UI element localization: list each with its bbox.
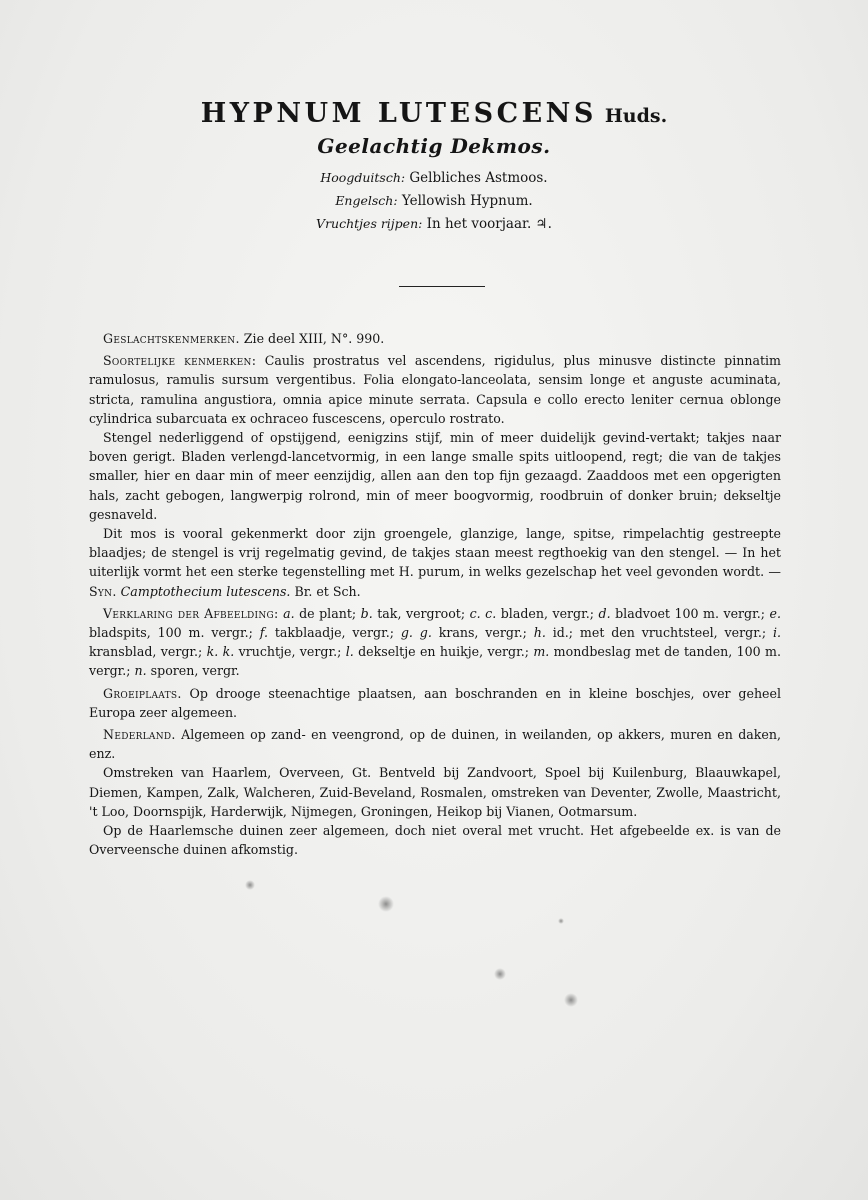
legend-desc: tak, vergroot; — [372, 605, 470, 621]
legend-desc: sporen, vergr. — [146, 663, 240, 679]
divider-rule — [399, 286, 485, 287]
english-name: Yellowish Hypnum. — [401, 193, 533, 209]
paragraph-figure-legend — [89, 604, 781, 681]
legend-desc: bladen, vergr.; — [496, 605, 599, 621]
english-name-line — [0, 193, 868, 209]
netherlands-text: Algemeen op zand- en veengrond, op de duinen, in weilanden, op akkers, muren en daken, enz. — [89, 727, 781, 762]
body-text — [89, 329, 781, 862]
legend-key: e. — [769, 605, 781, 621]
paragraph-notes — [89, 524, 781, 601]
legend-key: b. — [360, 605, 373, 621]
fruiting-line — [0, 216, 868, 232]
german-label: Hoogduitsch: — [320, 170, 406, 185]
german-name: Gelbliches Astmoos. — [409, 170, 548, 186]
paper-spot — [564, 993, 578, 1007]
habitat-label: Groeiplaats. — [103, 685, 182, 701]
species-author: Huds. — [604, 105, 668, 127]
legend-key: g. g. — [400, 625, 432, 641]
synonym-name: Camptothecium lutescens. — [120, 583, 291, 599]
legend-key: a. — [283, 605, 295, 621]
habitat-text: Op drooge steenachtige plaatsen, aan boschranden en in kleine boschjes, over geheel Europa zeer algemeen. — [89, 685, 781, 720]
genus-label: Geslachtskenmerken. — [103, 331, 240, 346]
legend-desc: takblaadje, vergr.; — [267, 625, 401, 641]
species-title: HYPNUM LUTESCENS — [200, 98, 597, 129]
legend-key: d. — [598, 605, 611, 621]
legend-key: h. — [533, 625, 546, 641]
legend-desc: de plant; — [294, 605, 361, 621]
paragraph-localities: Omstreken van Haarlem, Overveen, Gt. Bentveld bij Zandvoort, Spoel bij Kuilenburg, Blaauwkapel, Diemen, Kampen, Zalk, Walcheren, Zuid-Beveland, Rosmalen, omstreken van Deventer, Zwolle, Maastricht, 't Loo, Doornspijk, Harderwijk, Nijmegen, Groningen, Heikop bij Vianen, Ootmarsum. — [89, 765, 781, 819]
paper-spot — [245, 880, 255, 890]
synonym-author: Br. et Sch. — [294, 583, 361, 599]
legend-desc: bladvoet 100 m. vergr.; — [610, 605, 770, 621]
legend-desc: vruchtje, vergr.; — [234, 644, 346, 660]
german-name-line — [0, 170, 868, 186]
legend-desc: mondbeslag met de tanden, 100 m. vergr.; — [89, 644, 781, 679]
legend-key: c. c. — [469, 605, 497, 621]
legend-desc: krans, vergr.; — [431, 625, 534, 641]
fruiting-value: In het voorjaar. ♃. — [426, 216, 552, 232]
dutch-name: Geelachtig Dekmos. — [317, 134, 551, 158]
legend-key: l. — [345, 644, 354, 660]
species-text: Caulis prostratus vel ascendens, rigidulus, plus minusve distincte pinnatim ramulosus, ramulis sursum vergentibus. Folia elongato-lanceolata, sensim longe et anguste acuminata, stricta, ramulina angustiora, omnia apice minute serrata. Capsula e collo erecto leniter cernua oblonge cylindrica subarcuata ex ochraceo fuscescens, operculo rostrato. — [89, 353, 781, 426]
english-label: Engelsch: — [335, 193, 398, 208]
legend-key: k. k. — [206, 644, 235, 660]
paper-spot — [558, 918, 564, 924]
legend-key: i. — [772, 625, 781, 641]
paragraph-species — [89, 351, 781, 428]
legend-key: m. — [533, 644, 550, 660]
paragraph-habitat — [89, 684, 781, 722]
paragraph-specimen: Op de Haarlemsche duinen zeer algemeen, doch niet overal met vrucht. Het afgebeelde ex. is van de Overveensche duinen afkomstig. — [89, 823, 781, 858]
legend-desc: dekseltje en huikje, vergr.; — [353, 644, 534, 660]
notes-text: Dit mos is vooral gekenmerkt door zijn groengele, glanzige, lange, spitse, rimpelachtig gestreepte blaadjes; de stengel is vrij regelmatig gevind, de takjes staan meest regthoekig van den stengel. — In het uiterlijk vormt het een sterke tegenstelling met H. purum, in welks gezelschap het veel gevonden wordt. — — [89, 526, 781, 580]
netherlands-label: Nederland. — [103, 727, 176, 743]
legend-desc: kransblad, vergr.; — [89, 644, 207, 660]
legend-label: Verklaring der Afbeelding: — [103, 605, 279, 621]
genus-text: Zie deel XIII, N°. 990. — [243, 331, 385, 346]
paragraph-netherlands — [89, 725, 781, 763]
paragraph-genus — [89, 329, 781, 348]
legend-key: f. — [259, 625, 268, 641]
paper-spot — [494, 968, 506, 980]
synonym-label: Syn. — [89, 583, 117, 599]
legend-key: n. — [134, 663, 147, 679]
legend-desc: bladspits, 100 m. vergr.; — [89, 625, 260, 641]
title-line — [0, 98, 868, 129]
legend-desc: id.; met den vruchtsteel, vergr.; — [545, 625, 773, 641]
fruiting-label: Vruchtjes rijpen: — [316, 216, 423, 231]
paragraph-description: Stengel nederliggend of opstijgend, eenigzins stijf, min of meer duidelijk gevind-vertakt; takjes naar boven gerigt. Bladen verlengd-lancetvormig, in een lange smalle spits uitloopend, regt; die van de takjes smaller, hier en daar min of meer eenzijdig, allen aan den top fijn gezaagd. Zaaddoos met een opgerigten hals, zacht gebogen, langwerpig rolrond, min of meer boogvormig, roodbruin of donker bruin; dekseltje gesnaveld. — [89, 430, 781, 522]
paper-spot — [378, 896, 394, 912]
species-label: Soortelijke kenmerken: — [103, 353, 257, 369]
